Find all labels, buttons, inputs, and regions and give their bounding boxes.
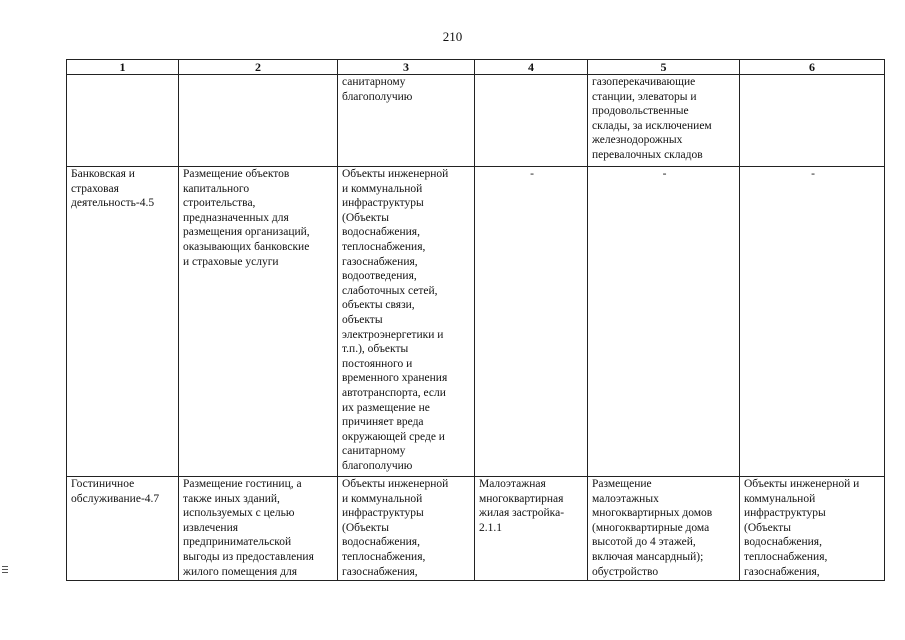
cell-line: объекты [342,313,383,326]
cell-line: Банковская и [71,168,135,180]
cell [338,477,475,581]
cell-line: предпринимательской [183,536,292,549]
cell-line: строительства, [183,197,256,210]
cell-line: станции, элеваторы и [592,90,697,103]
cell-line: продовольственные [592,105,689,118]
cell-line: - [530,168,534,180]
cell [740,167,885,477]
cell-line: благополучию [342,90,413,103]
cell [475,75,588,167]
cell-line: водоснабжения, [342,536,420,549]
cell-line: слаботочных сетей, [342,284,438,297]
cell-line: высотой до 4 этажей, [592,536,696,549]
cell-line: причиняет вреда [342,416,424,429]
cell-line: склады, за исключением [592,119,712,132]
cell-line: Малоэтажная [479,478,546,490]
cell-line: теплоснабжения, [744,550,828,563]
cell [588,75,740,167]
cell-line: выгоды из предоставления [183,550,314,563]
cell-line: коммунальной [744,492,816,505]
cell-line: и страховые услуги [183,255,279,268]
page-number: 210 [442,29,463,44]
cell-line: Гостиничное [71,478,135,490]
land-use-table [66,59,885,581]
cell-line: 2.1.1 [479,521,502,534]
cell-line: также иных зданий, [183,492,280,505]
cell [67,75,179,167]
cell-line: инфраструктуры [342,197,424,210]
cell-line: многоквартирных домов [592,507,713,520]
cell [338,75,475,167]
cell-line: (Объекты [342,211,389,224]
cell-line: теплоснабжения, [342,240,426,253]
cell-line: железнодорожных [592,134,683,147]
cell-line: и коммунальной [342,492,423,505]
cell-line: окружающей среде и [342,430,445,443]
cell-line: малоэтажных [592,492,659,505]
cell-line: благополучию [342,459,413,472]
cell-line: т.п.), объекты [342,343,409,356]
cell [338,167,475,477]
cell-line: многоквартирная [479,492,564,505]
cell-line: санитарному [342,445,406,458]
column-header-5: 5 [588,60,740,75]
cell [740,477,885,581]
cell-line: санитарному [342,76,406,88]
cell-line: капитального [183,182,250,195]
column-header-4: 4 [475,60,588,75]
cell [740,75,885,167]
cell-line: газоперекачивающие [592,76,696,88]
cell-line: страховая [71,182,119,195]
column-header-6: 6 [740,60,885,75]
cell-line: (многоквартирные дома [592,521,710,534]
cell-line: инфраструктуры [342,507,424,520]
cell-line: теплоснабжения, [342,550,426,563]
cell [179,477,338,581]
cell [179,75,338,167]
cell-line: включая мансардный); [592,550,704,563]
cell-line: Объекты инженерной и [744,478,860,490]
cell-line: газоснабжения, [744,565,820,578]
cell-line: Объекты инженерной [342,478,449,490]
cell-line: постоянного и [342,357,413,370]
cell-line: перевалочных складов [592,148,703,161]
cell [67,167,179,477]
cell-line: водоснабжения, [744,536,822,549]
cell-line: газоснабжения, [342,565,418,578]
cell [588,167,740,477]
cell-line: и коммунальной [342,182,423,195]
margin-mark [2,566,8,575]
cell-line: деятельность-4.5 [71,197,155,210]
cell-line: предназначенных для [183,211,289,224]
cell-line: жилая застройка- [479,507,565,520]
cell-line: водоотведения, [342,270,417,283]
cell-line: обустройство [592,565,659,578]
cell-line: Объекты инженерной [342,168,449,180]
cell [475,477,588,581]
cell [475,167,588,477]
cell-line: временного хранения [342,372,448,385]
header-row [67,60,885,75]
table-row [67,167,885,477]
column-header-2: 2 [179,60,338,75]
cell-line: водоснабжения, [342,226,420,239]
cell-line: - [662,168,667,180]
cell-line: автотранспорта, если [342,386,446,399]
cell-line: используемых с целью [183,507,295,520]
cell-line: инфраструктуры [744,507,826,520]
cell-line: жилого помещения для [183,565,298,578]
cell [588,477,740,581]
table-row [67,75,885,167]
cell-line: извлечения [183,521,239,534]
cell-line: их размещение не [342,401,430,414]
cell-line: оказывающих банковские [183,240,310,253]
cell-line: обслуживание-4.7 [71,492,160,505]
cell-line: Размещение [592,478,652,490]
cell-line: газоснабжения, [342,255,418,268]
column-header-3: 3 [338,60,475,75]
cell [179,167,338,477]
cell-line: размещения организаций, [183,226,310,239]
cell-line: электроэнергетики и [342,328,444,341]
cell-line: Размещение гостиниц, а [183,478,302,490]
table-row [67,477,885,581]
cell-line: Размещение объектов [183,168,290,180]
column-header-1: 1 [67,60,179,75]
cell [67,477,179,581]
cell-line: - [811,168,815,180]
cell-line: (Объекты [744,521,791,534]
cell-line: объекты связи, [342,299,415,312]
cell-line: (Объекты [342,521,389,534]
